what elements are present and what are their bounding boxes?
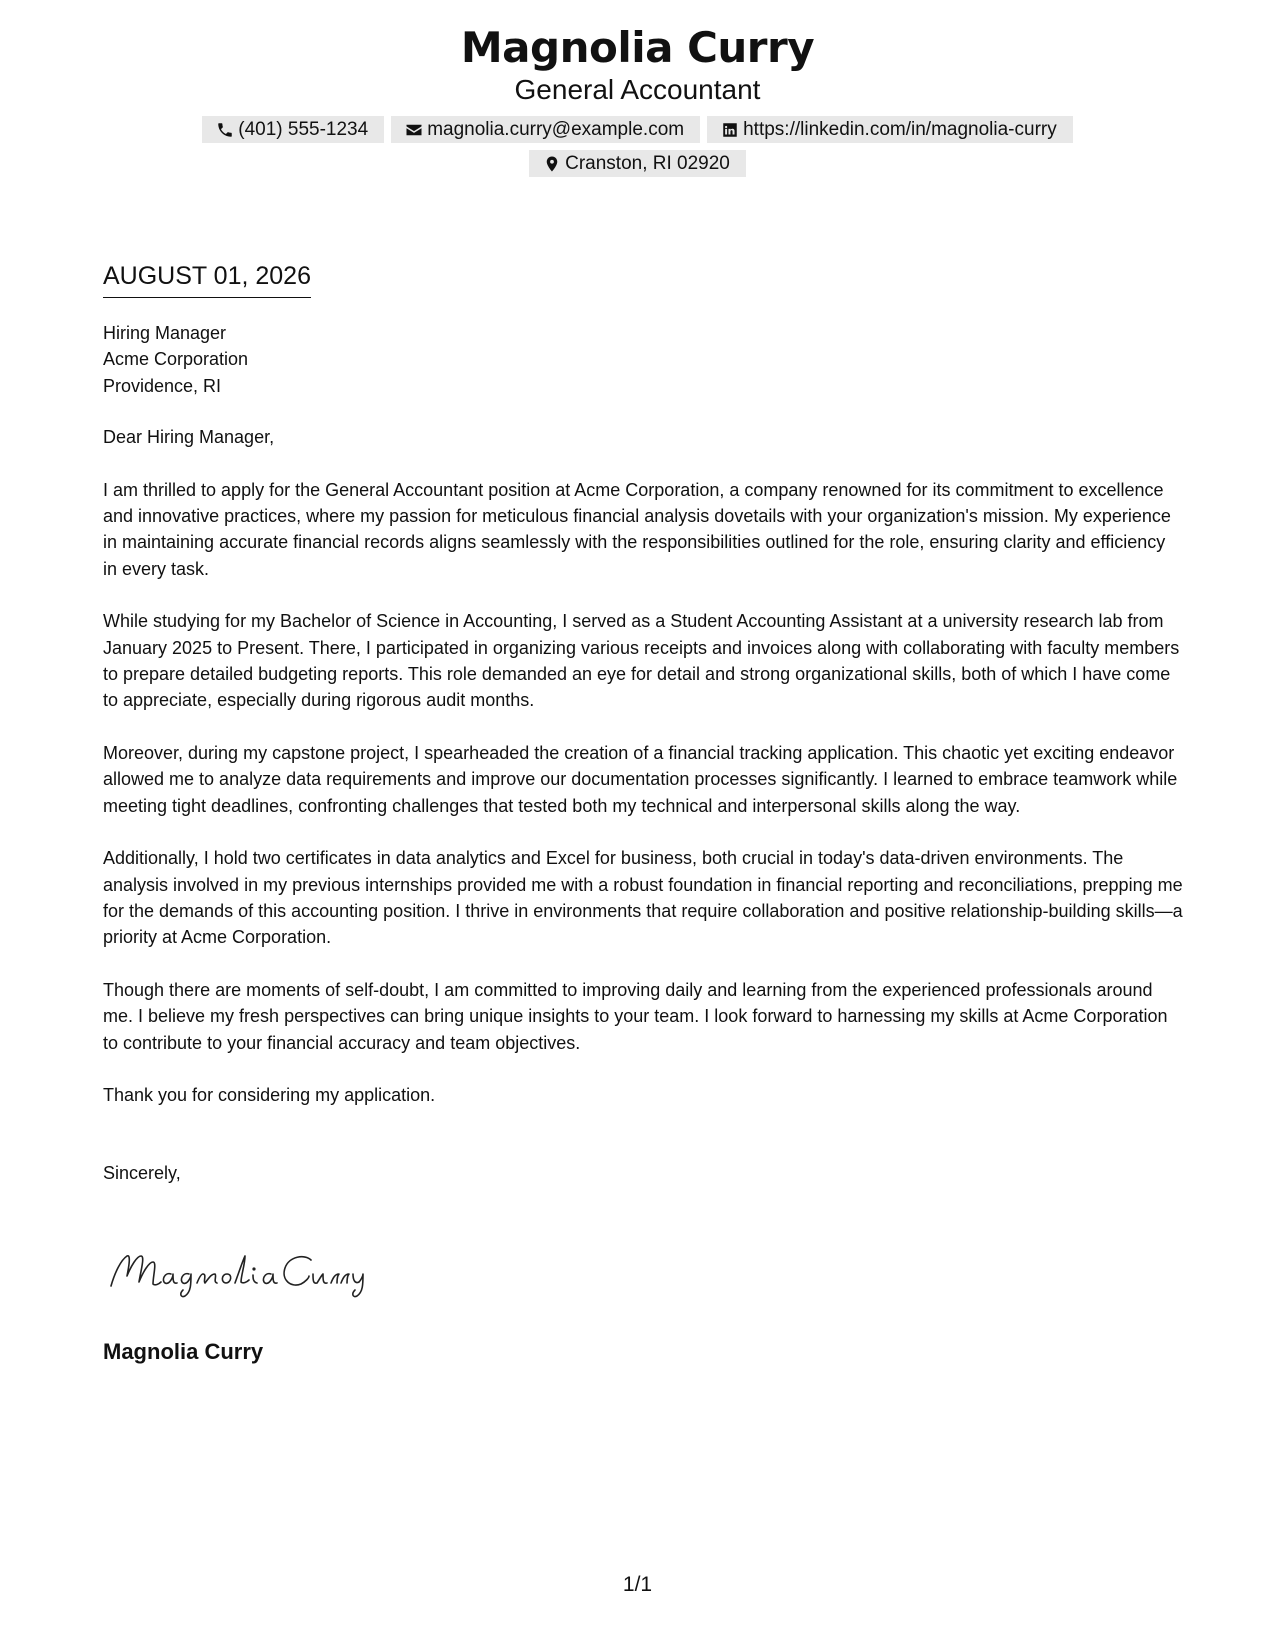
page-number: 1/1 (622, 1573, 653, 1596)
recipient-title: Hiring Manager (103, 323, 227, 343)
paragraph: Though there are moments of self-doubt, I am committed to improving daily and learning from the experienced professionals around me. I believe my fresh perspectives can bring unique insights to your team. I look forward to harnessing my skills at Acme Corporation to contribute to your financial accuracy and team objectives. (103, 979, 1168, 1053)
phone-icon (216, 121, 234, 139)
recipient-location: Providence, RI (103, 375, 222, 396)
recipient-block (103, 320, 1183, 399)
signed-name: Magnolia Curry (103, 1339, 264, 1364)
paragraph: Additionally, I hold two certificates in data analytics and Excel for business, both crucial in today's data-driven environments. The analysis involved in my previous internships provided me with a robust foundation in financial reporting and reconciliations, prepping me for the demands of this accounting position. I thrive in environments that require collaboration and positive relationship-building skills—a priority at Acme Corporation. (103, 848, 1183, 948)
contact-info (0, 116, 1275, 177)
recipient-company: Acme Corporation (103, 349, 249, 370)
contact-email[interactable] (391, 116, 700, 143)
paragraph: Moreover, during my capstone project, I spearheaded the creation of a financial tracking application. This chaotic yet exciting endeavor allowed me to analyze data requirements and improve our documentation processes significantly. I learned to embrace teamwork while meeting tight deadlines, confronting challenges that tested both my technical and interpersonal skills along the way. (103, 742, 1178, 816)
linkedin-text: https://linkedin.com/in/magnolia-curry (743, 119, 1057, 140)
envelope-icon (405, 121, 423, 139)
thank-you-line: Thank you for considering my application. (103, 1084, 436, 1105)
contact-location (529, 150, 746, 177)
linkedin-icon (721, 121, 739, 139)
closing: Sincerely, (103, 1163, 181, 1184)
contact-row-2 (0, 150, 1275, 177)
paragraph: While studying for my Bachelor of Science in Accounting, I served as a Student Accounting Assistant at a university research lab from January 2025 to Present. There, I participated in organizing various receipts and invoices along with collaborating with faculty members to prepare detailed budgeting reports. This role demanded an eye for detail and strong organizational skills, both of which I have come to appreciate, especially during rigorous audit months. (103, 611, 1180, 711)
phone-text: (401) 555-1234 (238, 119, 369, 140)
salutation: Dear Hiring Manager, (103, 427, 275, 448)
letter-header (0, 22, 1275, 177)
applicant-job-title: General Accountant (514, 74, 761, 105)
letter-body (103, 320, 1183, 1187)
map-pin-icon (543, 155, 561, 173)
contact-row-1 (0, 116, 1275, 143)
letter-date: AUGUST 01, 2026 (103, 261, 311, 298)
paragraph: I am thrilled to apply for the General Accountant position at Acme Corporation, a company renowned for its commitment to excellence and innovative practices, where my passion for meticulous financial analysis dovetails with your organization's mission. My experience in maintaining accurate financial records aligns seamlessly with the responsibilities outlined for the role, ensuring clarity and efficiency in every task. (103, 479, 1171, 579)
applicant-name: Magnolia Curry (460, 23, 815, 72)
handwritten-signature (105, 1242, 375, 1302)
contact-linkedin[interactable] (707, 116, 1073, 143)
email-text: magnolia.curry@example.com (427, 119, 685, 140)
contact-phone (202, 116, 384, 143)
location-text: Cranston, RI 02920 (565, 153, 730, 174)
